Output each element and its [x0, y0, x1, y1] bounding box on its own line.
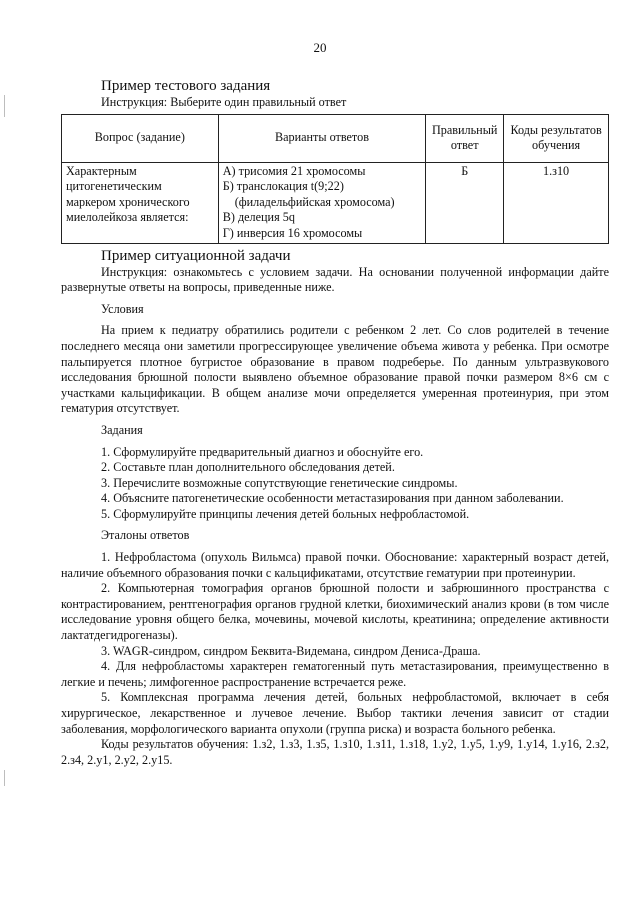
situational-title: Пример ситуационной задачи: [101, 247, 291, 264]
answer-item: 4. Для нефробластомы характерен гематогенный путь метастазирования, преимущественно в легкие и печень; лимфогенное распространение встречается реже.: [61, 659, 609, 689]
test-section-instruction: Инструкция: Выберите один правильный ответ: [101, 95, 347, 109]
tasks-heading: Задания: [101, 422, 143, 437]
answer-item: 2. Компьютерная томография органов брюшной полости и забрюшинного пространства с контрастированием, рентгенография органов грудной клетки, биохимический анализ крови (в том числе исследование уровня общего белка, мочевины, мочевой кислоты, креатинина; определение активности лактатдегидрогеназы).: [61, 581, 609, 643]
test-question-table: [61, 114, 609, 244]
header-variants: Варианты ответов: [218, 114, 426, 162]
variant-a: А) трисомия 21 хромосомы: [222, 163, 366, 178]
page-content: [61, 78, 609, 768]
situational-instruction: Инструкция: ознакомьтесь с условием задачи. На основании полученной информации дайте развернутые ответы на вопросы, приведенные ниже.: [61, 264, 609, 295]
cell-question: Характерным цитогенетическим маркером хронического миелолейкоза является:: [62, 162, 219, 243]
list-item: 3. Перечислите возможные сопутствующие генетические синдромы.: [101, 475, 458, 490]
variant-b: Б) транслокация t(9;22): [222, 179, 344, 194]
scan-edge-mark-bottom: [4, 770, 5, 786]
result-codes-line: Коды результатов обучения: 1.з2, 1.з3, 1.з5, 1.з10, 1.з11, 1.з18, 1.у2, 1.у5, 1.у9, 1.у14, 1.у16, 2.з2, 2.з4, 2.у1, 2.у2, 2.у15.: [61, 737, 609, 767]
table-row: [62, 162, 609, 243]
scan-edge-mark-top: [4, 95, 5, 117]
tasks-list: [61, 445, 609, 523]
cell-variants: [218, 162, 426, 243]
answers-list: [61, 550, 609, 737]
list-item: 4. Объясните патогенетические особенности метастазирования при данном заболевании.: [101, 491, 564, 506]
test-section-title: Пример тестового задания: [101, 78, 271, 94]
conditions-text: На прием к педиатру обратились родители с ребенком 2 лет. Со слов родителей в течение последнего месяца они заметили прогрессирующее увеличение объема живота у ребенка. При осмотре пальпируется плотное бугристое образование в правом подреберье. По данным ультразвукового исследования брюшной полости выявлено объемное образование правой почки размером 8×6 см с участками кальцификации. В общем анализе мочи определяется умеренная протеинурия, при этом гематурия отсутствует.: [61, 323, 609, 416]
answer-item: 5. Комплексная программа лечения детей, больных нефробластомой, включает в себя хирургическое, лекарственное и лучевое лечение. Выбор тактики лечения зависит от стадии заболевания, морфологического варианта опухоли (группа риска) и возраста больного ребенка.: [61, 690, 609, 736]
header-question: Вопрос (задание): [62, 114, 219, 162]
header-answer: Правильный ответ: [426, 114, 504, 162]
list-item: 5. Сформулируйте принципы лечения детей больных нефробластомой.: [101, 506, 470, 521]
header-codes: Коды результатов обучения: [504, 114, 609, 162]
list-item: 2. Составьте план дополнительного обследования детей.: [101, 460, 395, 475]
table-header-row: [62, 114, 609, 162]
variant-d: Г) инверсия 16 хромосомы: [222, 225, 363, 240]
cell-correct-answer: Б: [426, 162, 504, 243]
answers-heading: Эталоны ответов: [101, 528, 190, 543]
list-item: 1. Сформулируйте предварительный диагноз и обоснуйте его.: [101, 444, 424, 459]
conditions-heading: Условия: [101, 301, 144, 316]
variant-b-continued: (филадельфийская хромосома): [234, 194, 395, 209]
variant-c: В) делеция 5q: [222, 210, 295, 225]
answer-item: 1. Нефробластома (опухоль Вильмса) правой почки. Обоснование: характерный возраст детей, наличие объемного образования почки с кальцификатами, отсутствие гематурии при протеинурии.: [61, 550, 609, 580]
cell-result-code: 1.з10: [504, 162, 609, 243]
page-number: 20: [313, 40, 327, 55]
answer-item: 3. WAGR-синдром, синдром Беквита-Видемана, синдром Дениса-Драша.: [101, 643, 481, 658]
